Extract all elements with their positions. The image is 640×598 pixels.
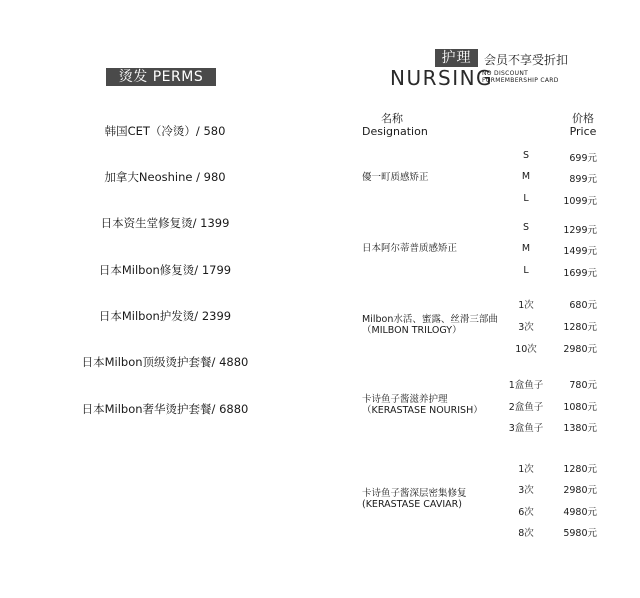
designation-header	[362, 112, 428, 138]
price-header-cn: 价格	[572, 112, 594, 125]
option-price: 2980元	[563, 485, 597, 496]
nursing-title-cn: 护理	[435, 49, 478, 67]
option-label: M	[521, 171, 531, 182]
option-label: L	[523, 265, 529, 276]
perm-item: 韩国CET（冷烫）/ 580	[104, 124, 226, 138]
option-label: 3次	[518, 485, 534, 496]
option-price: 1280元	[563, 322, 597, 333]
option-price: 680元	[569, 300, 597, 311]
option-price: 1699元	[563, 268, 597, 279]
option-label: M	[521, 243, 531, 254]
option-label: 3盒鱼子	[508, 423, 544, 434]
nursing-note-cn: 会员不享受折扣	[484, 53, 569, 67]
designation-header-en: Designation	[362, 125, 428, 138]
price-header	[565, 112, 601, 138]
option-price: 1380元	[563, 423, 597, 434]
nursing-note-en-line2: FORMEMBERSHIP CARD	[482, 77, 559, 84]
perms-title: 烫发 PERMS	[106, 68, 216, 86]
option-price: 4980元	[563, 507, 597, 518]
service-name: 優一町质感矫正	[362, 172, 429, 183]
service-name: 卡诗鱼子酱滋养护理	[362, 394, 448, 405]
option-label: S	[522, 222, 530, 233]
option-price: 1080元	[563, 402, 597, 413]
option-label: 3次	[518, 322, 534, 333]
option-label: L	[523, 193, 529, 204]
option-label: 6次	[518, 507, 534, 518]
designation-header-cn: 名称	[381, 112, 403, 125]
service-name-en: （KERASTASE NOURISH）	[362, 405, 483, 416]
option-label: 1盒鱼子	[508, 380, 544, 391]
service-name-en: （MILBON TRILOGY）	[362, 325, 462, 336]
perm-item: 日本Milbon顶级烫护套餐/ 4880	[81, 355, 249, 369]
nursing-title-en: NURSING	[390, 66, 494, 90]
service-name: 日本阿尔蒂普质感矫正	[362, 243, 458, 254]
service-name: 卡诗鱼子酱深层密集修复	[362, 488, 467, 499]
option-price: 1099元	[563, 196, 597, 207]
option-price: 2980元	[563, 344, 597, 355]
option-price: 780元	[569, 380, 597, 391]
option-price: 5980元	[563, 528, 597, 539]
option-label: 10次	[515, 344, 537, 355]
option-price: 699元	[569, 153, 597, 164]
option-label: 8次	[518, 528, 534, 539]
price-header-en: Price	[569, 125, 597, 138]
nursing-note-en	[482, 70, 559, 84]
perm-item: 日本Milbon修复烫/ 1799	[98, 263, 232, 277]
service-name-en: (KERASTASE CAVIAR)	[362, 499, 462, 510]
perm-item: 日本资生堂修复烫/ 1399	[100, 216, 230, 230]
perm-item: 日本Milbon护发烫/ 2399	[98, 309, 232, 323]
perm-item: 加拿大Neoshine / 980	[104, 170, 226, 184]
option-price: 1499元	[563, 246, 597, 257]
option-price: 899元	[569, 174, 597, 185]
option-label: S	[522, 150, 530, 161]
perm-item: 日本Milbon奢华烫护套餐/ 6880	[81, 402, 249, 416]
option-label: 1次	[518, 300, 534, 311]
service-name: Milbon水活、蜜露、丝滑三部曲	[362, 314, 498, 325]
option-label: 2盒鱼子	[508, 402, 544, 413]
nursing-note-en-line1: NO DISCOUNT	[482, 70, 529, 77]
option-label: 1次	[518, 464, 534, 475]
option-price: 1280元	[563, 464, 597, 475]
option-price: 1299元	[563, 225, 597, 236]
